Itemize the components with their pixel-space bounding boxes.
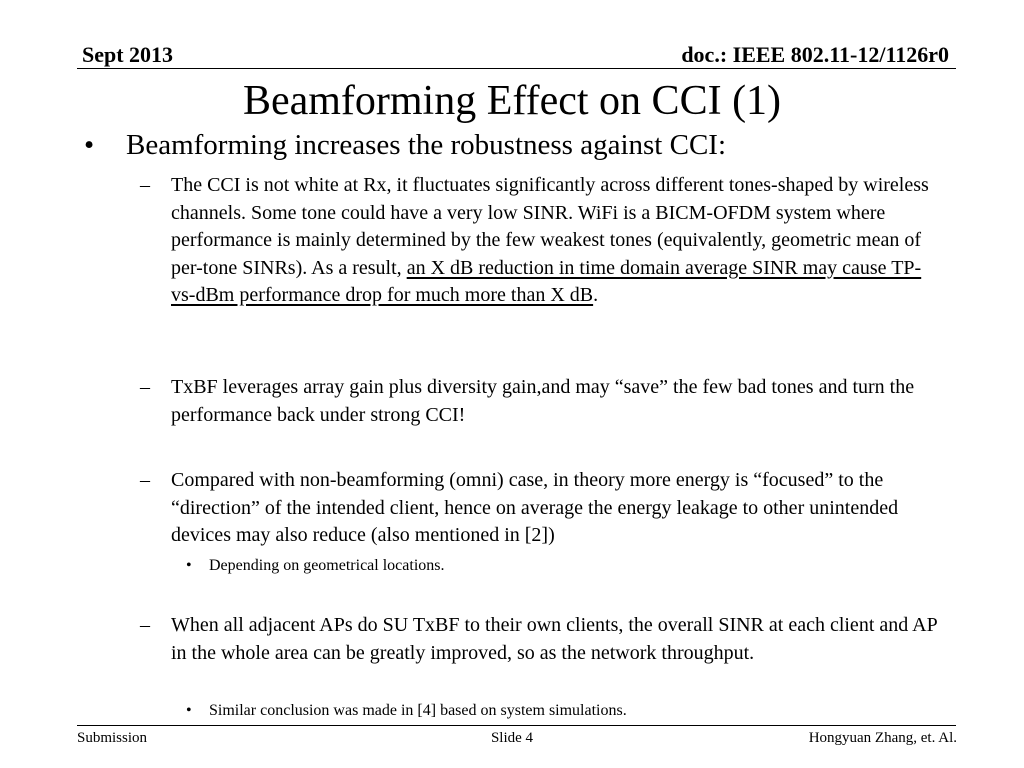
header-divider <box>77 68 956 69</box>
bullet-mark: • <box>186 557 192 574</box>
footer-slide-number: Slide 4 <box>490 730 534 746</box>
header-date: Sept 2013 <box>82 42 174 67</box>
sub-item-text-underlined: an X dB reduction in time domain average SINR may cause TP-vs-dBm performance drop for much more than X dB <box>171 256 922 306</box>
sub-item-text <box>171 172 941 310</box>
header-doc-number: doc.: IEEE 802.11-12/1126r0 <box>681 42 949 67</box>
footer-author: Hongyuan Zhang, et. Al. <box>808 730 957 746</box>
sub-item-text: Compared with non-beamforming (omni) case, in theory more energy is “focused” to the “direction” of the intended client, hence on average the energy leakage to other unintended devices may also reduce (also mentioned in [2]) <box>171 469 899 546</box>
sub-sub-item-text: Similar conclusion was made in [4] based on system simulations. <box>209 702 627 719</box>
dash-mark: – <box>140 376 150 398</box>
dash-mark: – <box>140 174 150 196</box>
sub-item-text-end: . <box>593 284 599 306</box>
bullet-mark: • <box>84 129 95 161</box>
sub-item-text: When all adjacent APs do SU TxBF to their own clients, the overall SINR at each client and AP in the whole area can be greatly improved, so as the network throughput. <box>171 614 937 664</box>
sub-sub-item-text: Depending on geometrical locations. <box>209 557 445 574</box>
slide-title: Beamforming Effect on CCI (1) <box>242 78 782 124</box>
footer-submission: Submission <box>77 730 148 746</box>
main-bullet-text: Beamforming increases the robustness against CCI: <box>126 129 727 161</box>
bullet-mark: • <box>186 702 192 719</box>
sub-item-text-plain: The CCI is not white at Rx, it fluctuates significantly across different tones-shaped by wireless channels. Some tone could have a very low SINR. WiFi is a BICM-OFDM system where performance is mainly determined by the few weakest tones (equivalently, geometric mean of per-tone SINRs). As a result, <box>171 174 929 279</box>
dash-mark: – <box>140 614 150 636</box>
sub-item-text: TxBF leverages array gain plus diversity gain,and may “save” the few bad tones and turn the performance back under strong CCI! <box>171 376 915 426</box>
footer-divider <box>77 725 956 726</box>
dash-mark: – <box>140 469 150 491</box>
